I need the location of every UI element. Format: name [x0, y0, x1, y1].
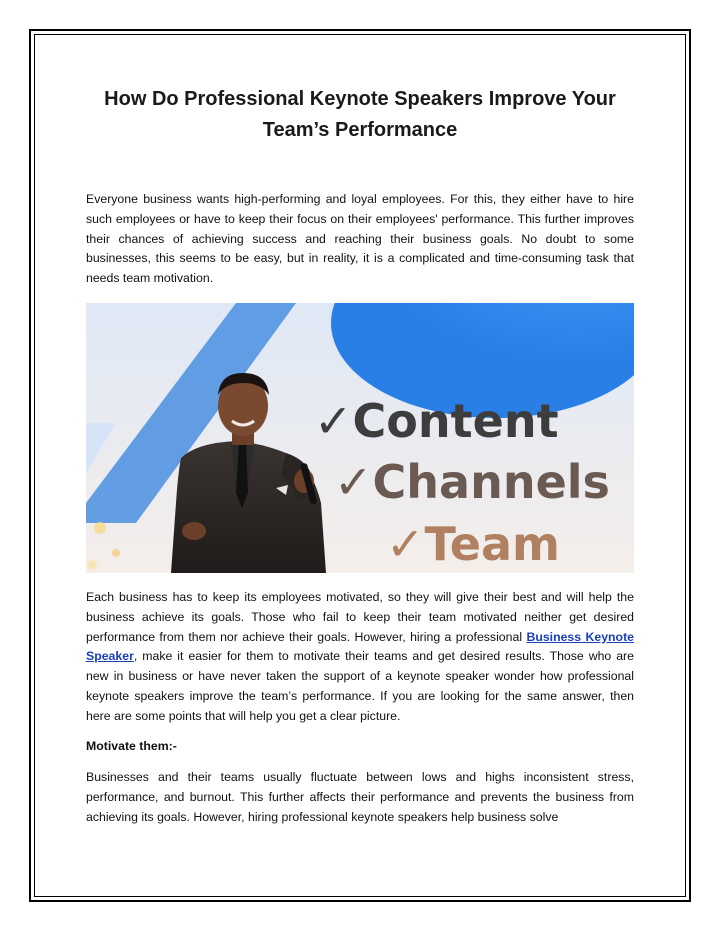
- document-title: How Do Professional Keynote Speakers Improve Your Team’s Performance: [104, 88, 616, 141]
- body-paragraph: [86, 588, 634, 727]
- motivate-paragraph: Businesses and their teams usually fluctuate between lows and highs inconsistent stress, performance, and burnout. This further affects their performance and prevents the business from achieving its goals. However, hiring professional keynote speakers help business solve: [86, 770, 634, 824]
- paragraph-text-after-link: , make it easier for them to motivate their teams and get desired results. Those who are new in business or have never taken the support of a keynote speaker wonder how professional keynote speakers improve the team’s performance. If you are looking for the same answer, then here are some points that will help you get a clear picture.: [86, 649, 634, 723]
- speaker-photo: [86, 303, 634, 573]
- slide-text-team: ✓Team: [386, 517, 560, 571]
- paragraph-text-before-link: Each business has to keep its employees motivated, so they will give their best and will help the business achieve its goals. Those who fail to keep their team motivated neither get desired performance from them nor achieve their goals. However, hiring a professional: [86, 590, 634, 644]
- intro-paragraph: Everyone business wants high-performing and loyal employees. For this, they either have to hire such employees or have to keep their focus on their employees' performance. This further improves their chances of achieving success and reaching their business goals. No doubt to some businesses, this seems to be easy, but in reality, it is a complicated and time-consuming task that needs team motivation.: [86, 192, 634, 286]
- slide-text-content: ✓Content: [314, 394, 559, 448]
- section-heading-motivate: Motivate them:-: [86, 739, 177, 753]
- slide-text-channels: ✓Channels: [334, 455, 610, 509]
- business-keynote-speaker-link[interactable]: Business Keynote Speaker: [86, 629, 635, 664]
- speaker-photo-illustration: [86, 303, 634, 573]
